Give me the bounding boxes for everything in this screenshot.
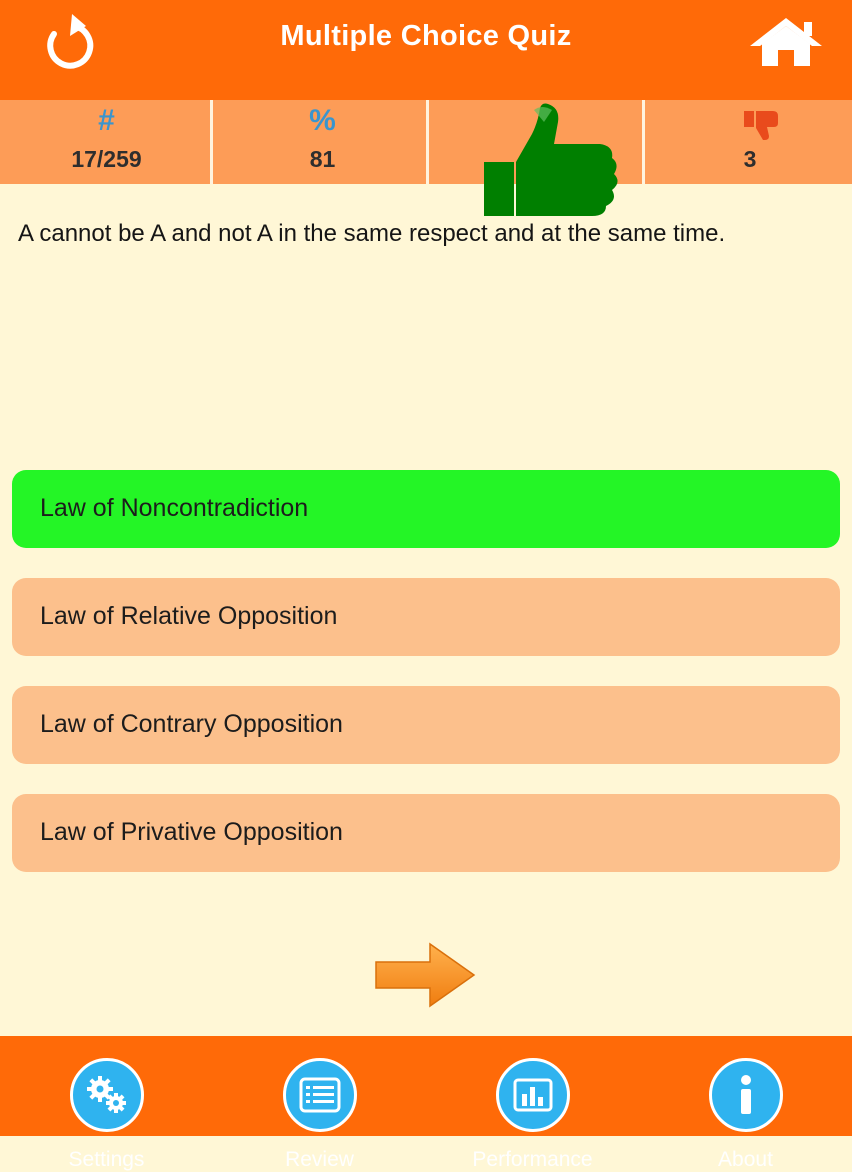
stat-incorrect <box>648 100 852 184</box>
answer-label: Law of Contrary Opposition <box>40 710 343 738</box>
thumbs-down-icon <box>742 108 782 142</box>
list-icon <box>299 1077 341 1113</box>
answer-option-4[interactable] <box>12 794 840 872</box>
home-icon[interactable] <box>748 16 824 68</box>
next-arrow-icon[interactable] <box>374 940 478 1010</box>
answer-label: Law of Noncontradiction <box>40 494 309 522</box>
stat-percent <box>216 100 429 184</box>
stat-divider <box>426 100 429 184</box>
stat-divider <box>642 100 645 184</box>
tab-review[interactable] <box>213 1036 426 1171</box>
info-icon <box>736 1074 756 1116</box>
percent-icon: % <box>309 104 336 137</box>
stat-divider <box>210 100 213 184</box>
question-text: A cannot be A and not A in the same respect and at the same time. <box>18 220 726 247</box>
thumbs-up-icon <box>482 100 622 220</box>
settings-button[interactable] <box>70 1058 144 1132</box>
answer-label: Law of Privative Opposition <box>40 818 343 846</box>
tab-about[interactable] <box>639 1036 852 1171</box>
stat-question-count <box>0 100 213 184</box>
question-count-value: 17/259 <box>71 146 142 172</box>
page-title: Multiple Choice Quiz <box>280 20 572 52</box>
percent-value: 81 <box>309 146 336 172</box>
stats-bar <box>0 100 852 184</box>
incorrect-count-value: 3 <box>743 146 757 172</box>
review-button[interactable] <box>283 1058 357 1132</box>
tab-label: Performance <box>472 1148 593 1171</box>
header-bar <box>0 0 852 100</box>
answer-option-3[interactable] <box>12 686 840 764</box>
gears-icon <box>84 1075 130 1115</box>
tab-label: About <box>718 1148 773 1171</box>
tab-label: Settings <box>68 1148 145 1171</box>
about-button[interactable] <box>709 1058 783 1132</box>
tab-performance[interactable] <box>426 1036 639 1171</box>
performance-button[interactable] <box>496 1058 570 1132</box>
bar-chart-icon <box>513 1078 553 1112</box>
hash-icon: # <box>98 104 115 137</box>
answer-option-1[interactable] <box>12 470 840 548</box>
tab-label: Review <box>285 1148 354 1171</box>
answer-label: Law of Relative Opposition <box>40 602 338 630</box>
answer-option-2[interactable] <box>12 578 840 656</box>
tab-settings[interactable] <box>0 1036 213 1171</box>
bottom-tab-bar <box>0 1036 852 1171</box>
